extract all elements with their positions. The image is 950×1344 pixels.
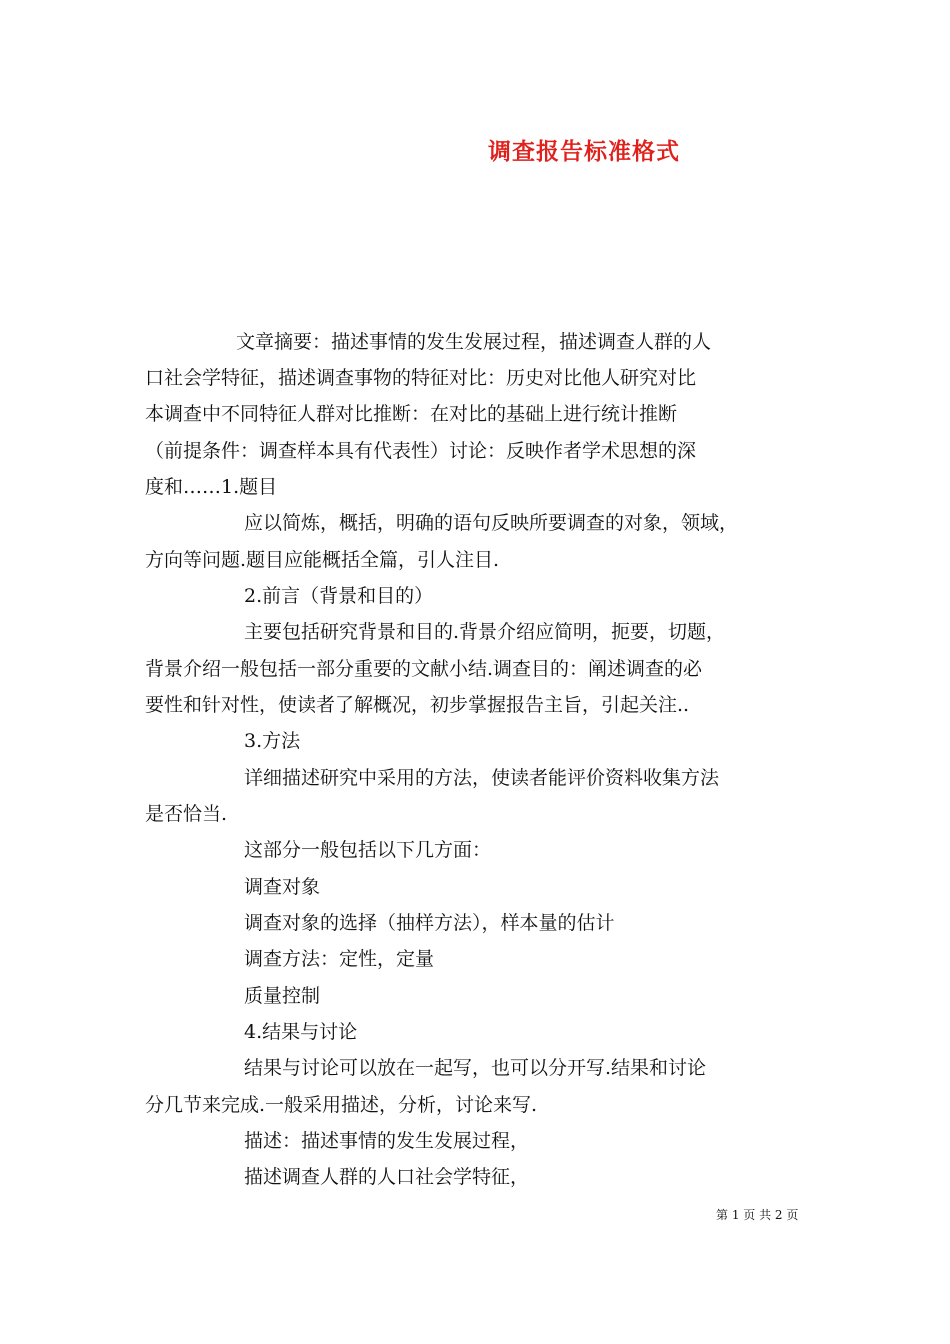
- text-line: 主要包括研究背景和目的.背景介绍应简明，扼要，切题，: [244, 621, 726, 643]
- text-line: （前提条件：调查样本具有代表性）讨论：反映作者学术思想的深: [145, 440, 697, 462]
- section-heading: 4.结果与讨论: [244, 1021, 358, 1043]
- text-line: 描述：描述事情的发生发展过程，: [244, 1130, 530, 1152]
- list-item: 调查对象: [244, 876, 321, 898]
- document-title: 调查报告标准格式: [488, 138, 680, 165]
- text-line: 描述调查人群的人口社会学特征，: [244, 1166, 530, 1188]
- text-line: 背景介绍一般包括一部分重要的文献小结.调查目的：阐述调查的必: [145, 658, 703, 680]
- text-line: 这部分一般包括以下几方面：: [244, 839, 492, 861]
- text-line: 本调查中不同特征人群对比推断：在对比的基础上进行统计推断: [145, 403, 678, 425]
- section-heading: 2.前言（背景和目的）: [244, 585, 434, 607]
- section-heading: 3.方法: [244, 730, 301, 752]
- list-item: 调查对象的选择（抽样方法），样本量的估计: [244, 912, 615, 934]
- text-line: 度和……1.题目: [145, 476, 278, 498]
- text-line: 是否恰当.: [145, 803, 228, 825]
- list-item: 质量控制: [244, 985, 321, 1007]
- text-line: 应以简炼，概括，明确的语句反映所要调查的对象，领域，: [244, 512, 739, 534]
- text-line: 结果与讨论可以放在一起写，也可以分开写.结果和讨论: [244, 1057, 707, 1079]
- text-line: 详细描述研究中采用的方法，使读者能评价资料收集方法: [244, 767, 720, 789]
- page-footer: 第 1 页 共 2 页: [716, 1208, 799, 1222]
- text-line: 文章摘要：描述事情的发生发展过程，描述调查人群的人: [236, 331, 712, 353]
- text-line: 分几节来完成.一般采用描述，分析，讨论来写.: [145, 1094, 538, 1116]
- list-item: 调查方法：定性，定量: [244, 948, 435, 970]
- text-line: 口社会学特征，描述调查事物的特征对比：历史对比他人研究对比: [145, 367, 697, 389]
- text-line: 方向等问题.题目应能概括全篇，引人注目.: [145, 549, 500, 571]
- text-line: 要性和针对性，使读者了解概况，初步掌握报告主旨，引起关注..: [145, 694, 690, 716]
